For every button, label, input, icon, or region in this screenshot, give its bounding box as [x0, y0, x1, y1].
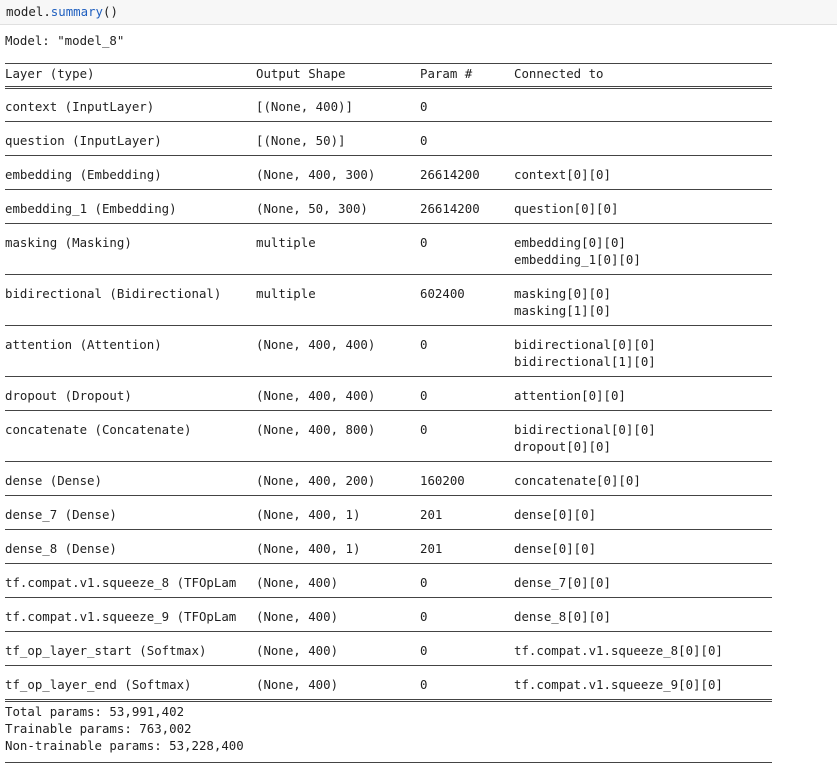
- layer-output-shape: (None, 400, 400): [256, 337, 376, 352]
- header-layer: Layer (type): [5, 66, 95, 81]
- total-params: Total params: 53,991,402: [5, 704, 185, 719]
- code-parens: (): [103, 4, 118, 19]
- layer-connected-to: dense_8[0][0]: [514, 609, 611, 624]
- header-connected-to: Connected to: [514, 66, 604, 81]
- layer-name: embedding (Embedding): [5, 167, 162, 182]
- header-double-rule: [5, 86, 772, 89]
- row-separator: [5, 529, 772, 530]
- layer-name: dropout (Dropout): [5, 388, 132, 403]
- layer-output-shape: multiple: [256, 286, 316, 301]
- layer-connected-to: context[0][0]: [514, 167, 611, 182]
- row-separator: [5, 495, 772, 496]
- layer-name: tf_op_layer_start (Softmax): [5, 643, 207, 658]
- table-end-double-rule: [5, 699, 772, 702]
- header-param: Param #: [420, 66, 473, 81]
- layer-name: tf.compat.v1.squeeze_9 (TFOpLam: [5, 609, 237, 624]
- model-title: Model: "model_8": [5, 33, 125, 48]
- layer-name: attention (Attention): [5, 337, 162, 352]
- layer-output-shape: (None, 50, 300): [256, 201, 368, 216]
- code-function: summary: [50, 4, 103, 19]
- layer-param-count: 0: [420, 99, 428, 114]
- layer-param-count: 0: [420, 575, 428, 590]
- layer-output-shape: (None, 400, 1): [256, 507, 361, 522]
- row-separator: [5, 155, 772, 156]
- layer-param-count: 0: [420, 337, 428, 352]
- row-separator: [5, 410, 772, 411]
- layer-connected-to: bidirectional[0][0]: [514, 422, 656, 437]
- layer-name: bidirectional (Bidirectional): [5, 286, 222, 301]
- layer-param-count: 160200: [420, 473, 465, 488]
- row-separator: [5, 461, 772, 462]
- row-separator: [5, 563, 772, 564]
- code-dot: .: [43, 4, 51, 19]
- layer-param-count: 0: [420, 643, 428, 658]
- layer-connected-to: question[0][0]: [514, 201, 619, 216]
- row-separator: [5, 223, 772, 224]
- layer-param-count: 201: [420, 541, 443, 556]
- row-separator: [5, 189, 772, 190]
- layer-connected-to: masking[0][0]: [514, 286, 611, 301]
- row-separator: [5, 597, 772, 598]
- layer-name: dense (Dense): [5, 473, 102, 488]
- cell-output: [0, 25, 837, 753]
- layer-name: tf.compat.v1.squeeze_8 (TFOpLam: [5, 575, 237, 590]
- layer-output-shape: (None, 400, 300): [256, 167, 376, 182]
- layer-connected-to: tf.compat.v1.squeeze_8[0][0]: [514, 643, 723, 658]
- layer-param-count: 0: [420, 133, 428, 148]
- layer-connected-to: dropout[0][0]: [514, 439, 611, 454]
- layer-param-count: 0: [420, 235, 428, 250]
- layer-output-shape: [(None, 400)]: [256, 99, 353, 114]
- layer-connected-to: bidirectional[0][0]: [514, 337, 656, 352]
- table-bottom-rule: [5, 762, 772, 763]
- code-input-cell[interactable]: [0, 0, 837, 25]
- layer-param-count: 26614200: [420, 167, 480, 182]
- row-separator: [5, 665, 772, 666]
- layer-name: dense_8 (Dense): [5, 541, 117, 556]
- layer-name: question (InputLayer): [5, 133, 162, 148]
- layer-output-shape: (None, 400): [256, 609, 339, 624]
- layer-connected-to: embedding[0][0]: [514, 235, 626, 250]
- code-object: model: [6, 4, 44, 19]
- code-line: [6, 4, 118, 19]
- layer-connected-to: embedding_1[0][0]: [514, 252, 641, 267]
- layer-output-shape: (None, 400, 800): [256, 422, 376, 437]
- layer-connected-to: masking[1][0]: [514, 303, 611, 318]
- layer-output-shape: (None, 400, 1): [256, 541, 361, 556]
- row-separator: [5, 631, 772, 632]
- layer-output-shape: (None, 400, 400): [256, 388, 376, 403]
- layer-param-count: 0: [420, 609, 428, 624]
- layer-output-shape: (None, 400, 200): [256, 473, 376, 488]
- layer-name: tf_op_layer_end (Softmax): [5, 677, 192, 692]
- row-separator: [5, 274, 772, 275]
- layer-name: context (InputLayer): [5, 99, 155, 114]
- layer-param-count: 0: [420, 422, 428, 437]
- layer-output-shape: (None, 400): [256, 677, 339, 692]
- layer-output-shape: multiple: [256, 235, 316, 250]
- layer-param-count: 602400: [420, 286, 465, 301]
- layer-param-count: 0: [420, 388, 428, 403]
- layer-name: dense_7 (Dense): [5, 507, 117, 522]
- layer-output-shape: (None, 400): [256, 643, 339, 658]
- layer-connected-to: dense[0][0]: [514, 541, 597, 556]
- layer-connected-to: dense_7[0][0]: [514, 575, 611, 590]
- layer-connected-to: bidirectional[1][0]: [514, 354, 656, 369]
- layer-connected-to: attention[0][0]: [514, 388, 626, 403]
- layer-output-shape: (None, 400): [256, 575, 339, 590]
- layer-param-count: 201: [420, 507, 443, 522]
- layer-connected-to: tf.compat.v1.squeeze_9[0][0]: [514, 677, 723, 692]
- non-trainable-params: Non-trainable params: 53,228,400: [5, 738, 244, 753]
- row-separator: [5, 376, 772, 377]
- layer-param-count: 26614200: [420, 201, 480, 216]
- trainable-params: Trainable params: 763,002: [5, 721, 192, 736]
- header-output-shape: Output Shape: [256, 66, 346, 81]
- layer-output-shape: [(None, 50)]: [256, 133, 346, 148]
- row-separator: [5, 121, 772, 122]
- layer-name: masking (Masking): [5, 235, 132, 250]
- layer-connected-to: concatenate[0][0]: [514, 473, 641, 488]
- layer-name: concatenate (Concatenate): [5, 422, 192, 437]
- layer-name: embedding_1 (Embedding): [5, 201, 177, 216]
- table-top-rule: [5, 63, 772, 64]
- layer-connected-to: dense[0][0]: [514, 507, 597, 522]
- layer-param-count: 0: [420, 677, 428, 692]
- row-separator: [5, 325, 772, 326]
